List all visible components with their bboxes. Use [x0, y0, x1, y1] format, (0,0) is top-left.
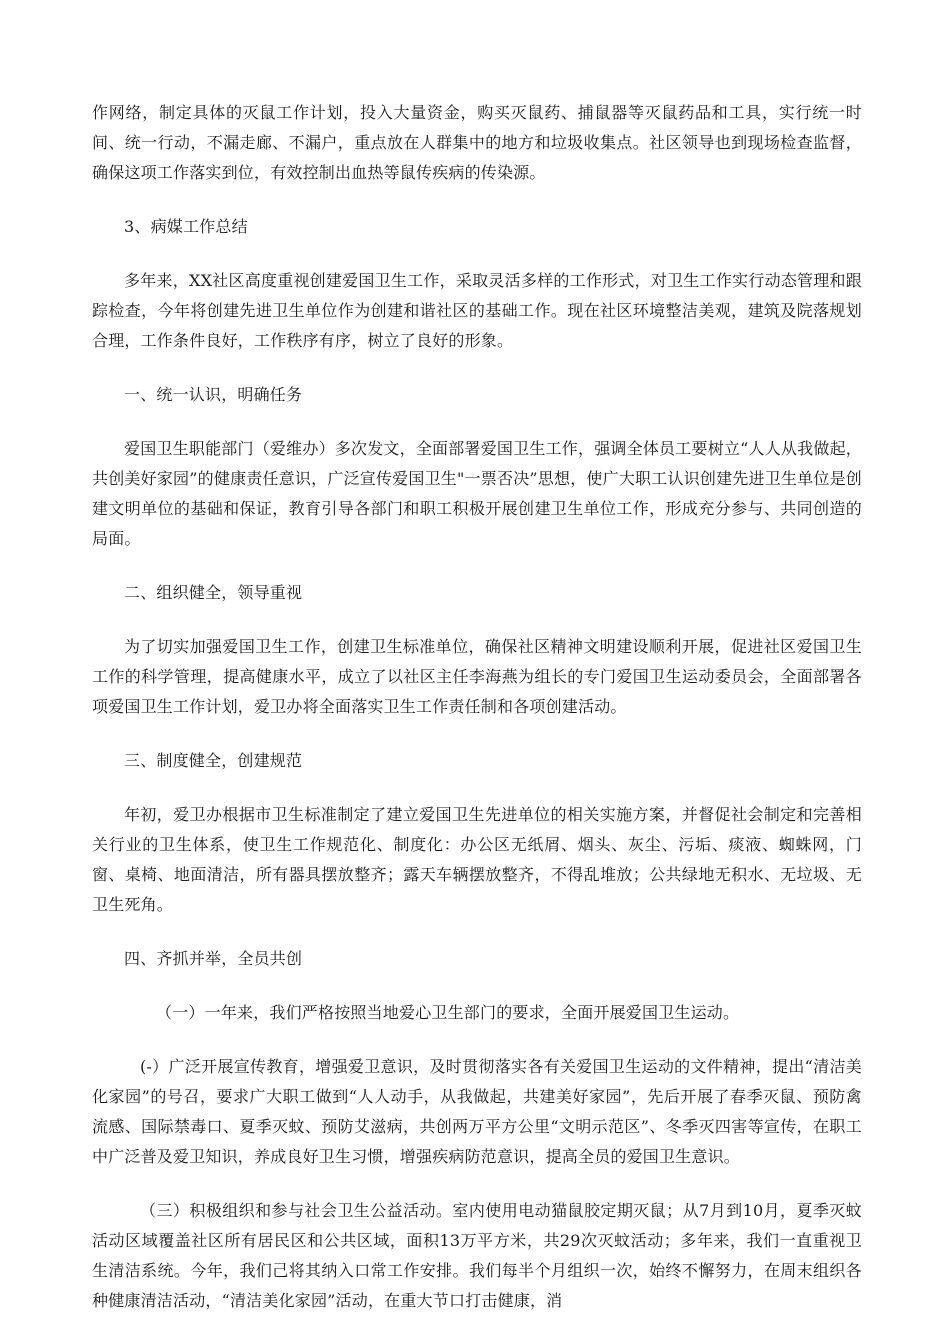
paragraph-section-3: 年初，爱卫办根据市卫生标准制定了建立爱国卫生先进单位的相关实施方案，并督促社会制定和完善相关行业的卫生体系，使卫生工作规范化、制度化：办公区无纸屑、烟头、灰尘、污垢、痰液、蜘蛛网，门窗、桌椅、地面清洁，所有器具摆放整齐；露天车辆摆放整齐，不得乱堆放；公共绿地无积水、无垃圾、无卫生死角。 — [92, 805, 862, 914]
heading-section-3: 三、制度健全，创建规范 — [124, 751, 303, 770]
paragraph-subsection-2: (-）广泛开展宣传教育，增强爱卫意识，及时贯彻落实各有关爱国卫生运动的文件精神，提出“清洁美化家园”的号召，要求广大职工做到“人人动手，从我做起，共建美好家园”，先后开展了春季灭鼠、预防禽流感、国际禁毒口、夏季灭蚊、预防艾滋病，共创两万平方公里“文明示范区”、冬季灭四害等宣传，在职工中广泛普及爱卫知识，养成良好卫生习惯，增强疾病防范意识，提高全员的爱国卫生意识。 — [92, 1057, 862, 1166]
heading-vector-summary: 3、病媒工作总结 — [124, 217, 248, 236]
heading-section-1: 一、统一认识，明确任务 — [124, 385, 303, 404]
document-page — [92, 98, 862, 1340]
heading-section-2: 二、组织健全，领导重视 — [124, 583, 303, 602]
paragraph-rodent-control: 作网络，制定具体的灭鼠工作计划，投入大量资金，购买灭鼠药、捕鼠器等灭鼠药品和工具，实行统一时间、统一行动，不漏走廊、不漏户，重点放在人群集中的地方和垃圾收集点。社区领导也到现场检查监督，确保这项工作落实到位，有效控制出血热等鼠传疾病的传染源。 — [92, 103, 862, 182]
paragraph-subsection-3: （三）积极组织和参与社会卫生公益活动。室内使用电动猫鼠胶定期灭鼠；从7月到10月，夏季灭蚊活动区域覆盖社区所有居民区和公共区域，面积13万平方米，共29次灭蚊活动；多年来，我们一直重视卫生清洁系统。今年，我们己将其纳入口常工作安排。我们每半个月组织一次，始终不懈努力，在周末组织各种健康清洁活动，“清洁美化家园”活动，在重大节口打击健康，消 — [92, 1201, 862, 1310]
paragraph-community-intro: 多年来，XX社区高度重视创建爱国卫生工作，采取灵活多样的工作形式，对卫生工作实行动态管理和跟踪检查，今年将创建先进卫生单位作为创建和谐社区的基础工作。现在社区环境整洁美观，建筑及院落规划合理，工作条件良好，工作秩序有序，树立了良好的形象。 — [92, 271, 862, 350]
heading-section-4: 四、齐抓并举，全员共创 — [124, 949, 303, 968]
paragraph-section-2: 为了切实加强爱国卫生工作，创建卫生标准单位，确保社区精神文明建设顺利开展，促进社区爱国卫生工作的科学管理，提高健康水平，成立了以社区主任李海燕为组长的专门爱国卫生运动委员会，全面部署各项爱国卫生工作计划，爱卫办将全面落实卫生工作责任制和各项创建活动。 — [92, 637, 862, 716]
paragraph-section-1: 爱国卫生职能部门（爱维办）多次发文，全面部署爱国卫生工作，强调全体员工要树立“人人从我做起，共创美好家园”的健康责任意识，广泛宣传爱国卫生"一票否决”思想，使广大职工认识创建先进卫生单位是创建文明单位的基础和保证，教育引导各部门和职工积极开展创建卫生单位工作，形成充分参与、共同创造的局面。 — [92, 439, 862, 548]
paragraph-subsection-1: （一）一年来，我们严格按照当地爱心卫生部门的要求，全面开展爱国卫生运动。 — [156, 1003, 740, 1022]
